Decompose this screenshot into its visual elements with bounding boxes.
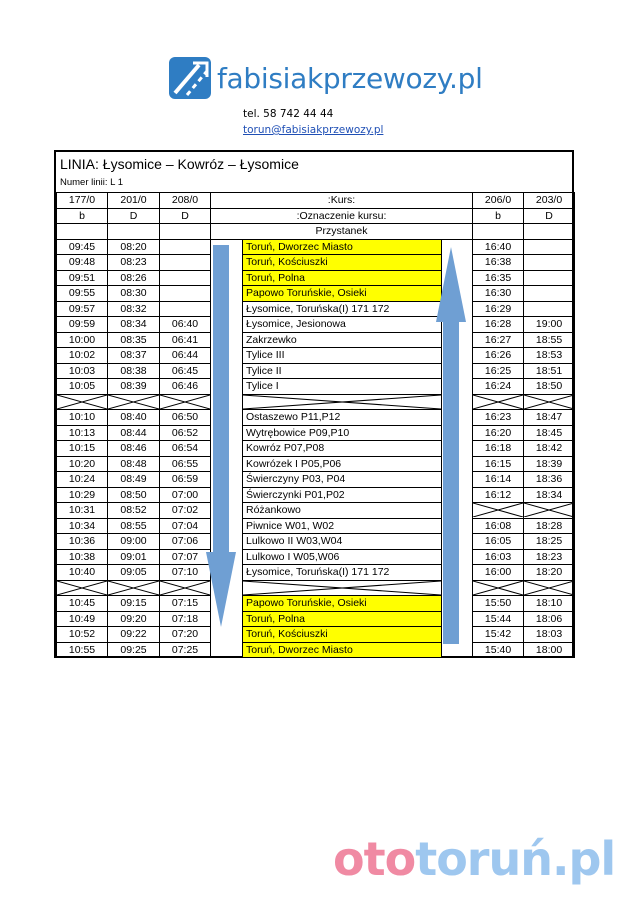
time-cell: 09:25 [108, 642, 160, 658]
table-row [57, 472, 575, 488]
time-cell: 10:34 [57, 518, 108, 534]
arrow-lane [211, 239, 243, 255]
stop-name: Łysomice, Toruńska(I) 171 172 [243, 565, 442, 581]
stop-name: Zakrzewko [243, 332, 442, 348]
stop-name: Toruń, Polna [243, 611, 442, 627]
arrow-lane [442, 348, 473, 364]
header-cell [473, 224, 524, 240]
time-cell [524, 239, 575, 255]
time-cell: 08:32 [108, 301, 160, 317]
arrow-lane [211, 286, 243, 302]
time-cell: 18:06 [524, 611, 575, 627]
time-cell: 08:50 [108, 487, 160, 503]
time-cell: 16:20 [473, 425, 524, 441]
arrow-lane [442, 596, 473, 612]
time-cell [160, 239, 211, 255]
table-row [57, 456, 575, 472]
arrow-lane [211, 611, 243, 627]
time-cell: 16:15 [473, 456, 524, 472]
header-row [57, 193, 575, 209]
arrow-lane [211, 456, 243, 472]
time-cell: 09:20 [108, 611, 160, 627]
time-cell: 09:55 [57, 286, 108, 302]
time-cell [160, 255, 211, 271]
table-row [57, 503, 575, 519]
time-cell: 07:10 [160, 565, 211, 581]
time-cell: 06:46 [160, 379, 211, 395]
contact-info [243, 106, 383, 138]
separator-row [57, 580, 575, 596]
time-cell: 10:29 [57, 487, 108, 503]
arrow-lane [442, 255, 473, 271]
separator-cell [108, 394, 160, 410]
arrow-lane [211, 363, 243, 379]
time-cell: 08:38 [108, 363, 160, 379]
table-row [57, 270, 575, 286]
time-cell: 08:49 [108, 472, 160, 488]
time-cell: 10:13 [57, 425, 108, 441]
time-cell: 16:00 [473, 565, 524, 581]
time-cell: 10:03 [57, 363, 108, 379]
table-row [57, 239, 575, 255]
stop-name: Łysomice, Jesionowa [243, 317, 442, 333]
time-cell: 15:44 [473, 611, 524, 627]
time-cell: 19:00 [524, 317, 575, 333]
time-cell: 15:50 [473, 596, 524, 612]
time-cell: 09:15 [108, 596, 160, 612]
time-cell: 16:08 [473, 518, 524, 534]
time-cell: 06:50 [160, 410, 211, 426]
header-cell: 201/0 [108, 193, 160, 209]
time-cell: 10:00 [57, 332, 108, 348]
separator-cell [524, 580, 575, 596]
time-cell: 07:15 [160, 596, 211, 612]
stop-name: Lulkowo II W03,W04 [243, 534, 442, 550]
time-cell: 18:39 [524, 456, 575, 472]
time-cell: 10:02 [57, 348, 108, 364]
separator-cell [57, 580, 108, 596]
time-cell: 18:28 [524, 518, 575, 534]
time-cell: 10:05 [57, 379, 108, 395]
brand-name: fabisiakprzewozy.pl [217, 61, 483, 95]
arrow-lane [442, 363, 473, 379]
header-row [57, 224, 575, 240]
table-row [57, 596, 575, 612]
time-cell: 16:18 [473, 441, 524, 457]
time-cell: 16:30 [473, 286, 524, 302]
arrow-lane [442, 286, 473, 302]
table-row [57, 255, 575, 271]
time-cell [524, 286, 575, 302]
separator-cell [473, 580, 524, 596]
watermark-part1: oto [333, 832, 416, 886]
stop-name: Kowrózek I P05,P06 [243, 456, 442, 472]
table-row [57, 332, 575, 348]
time-cell: 18:23 [524, 549, 575, 565]
separator-cell [160, 580, 211, 596]
header-cell: 206/0 [473, 193, 524, 209]
stop-name: Toruń, Kościuszki [243, 627, 442, 643]
arrow-lane [211, 565, 243, 581]
time-cell: 18:00 [524, 642, 575, 658]
arrow-lane [211, 410, 243, 426]
table-row [57, 363, 575, 379]
time-cell: 16:12 [473, 487, 524, 503]
arrow-lane [211, 627, 243, 643]
time-cell [160, 270, 211, 286]
stop-name: Łysomice, Toruńska(I) 171 172 [243, 301, 442, 317]
time-cell: 08:55 [108, 518, 160, 534]
arrow-lane [211, 642, 243, 658]
header-cell [108, 224, 160, 240]
time-cell: 07:18 [160, 611, 211, 627]
table-row [57, 534, 575, 550]
time-cell: 16:35 [473, 270, 524, 286]
road-logo-icon [169, 57, 211, 99]
time-cell: 06:59 [160, 472, 211, 488]
arrow-lane [442, 301, 473, 317]
time-cell: 10:49 [57, 611, 108, 627]
time-cell: 08:46 [108, 441, 160, 457]
time-cell: 16:25 [473, 363, 524, 379]
header-cell: D [160, 208, 211, 224]
arrow-lane [211, 270, 243, 286]
arrow-lane [442, 332, 473, 348]
arrow-lane [442, 518, 473, 534]
arrow-lane [442, 534, 473, 550]
watermark [333, 832, 616, 886]
time-cell: 10:45 [57, 596, 108, 612]
arrow-lane [211, 472, 243, 488]
arrow-lane [211, 441, 243, 457]
time-cell: 10:40 [57, 565, 108, 581]
arrow-lane [211, 425, 243, 441]
header-cell: b [57, 208, 108, 224]
stop-name: Papowo Toruńskie, Osieki [243, 596, 442, 612]
stop-name: Papowo Toruńskie, Osieki [243, 286, 442, 302]
arrow-lane [211, 348, 243, 364]
table-row [57, 410, 575, 426]
watermark-part2: toruń.pl [415, 832, 616, 886]
arrow-lane [442, 627, 473, 643]
time-cell: 18:50 [524, 379, 575, 395]
time-cell: 18:36 [524, 472, 575, 488]
arrow-lane [442, 441, 473, 457]
time-cell: 09:48 [57, 255, 108, 271]
time-cell: 18:42 [524, 441, 575, 457]
header-cell: 208/0 [160, 193, 211, 209]
timetable [54, 150, 574, 658]
table-row [57, 425, 575, 441]
time-cell [524, 270, 575, 286]
stop-name: Piwnice W01, W02 [243, 518, 442, 534]
header-cell: 177/0 [57, 193, 108, 209]
time-cell: 16:03 [473, 549, 524, 565]
header-cell-course: :Oznaczenie kursu: [211, 208, 473, 224]
time-cell: 08:23 [108, 255, 160, 271]
stop-name: Tylice III [243, 348, 442, 364]
email-link[interactable]: torun@fabisiakprzewozy.pl [243, 124, 384, 136]
time-cell: 09:00 [108, 534, 160, 550]
time-cell: 08:20 [108, 239, 160, 255]
time-cell: 07:25 [160, 642, 211, 658]
arrow-lane [211, 534, 243, 550]
time-cell: 08:39 [108, 379, 160, 395]
arrow-lane [211, 487, 243, 503]
time-cell: 09:57 [57, 301, 108, 317]
time-cell: 16:28 [473, 317, 524, 333]
time-cell: 16:14 [473, 472, 524, 488]
time-cell: 10:38 [57, 549, 108, 565]
header-cell: 203/0 [524, 193, 575, 209]
stop-name: Świerczynki P01,P02 [243, 487, 442, 503]
time-cell [160, 301, 211, 317]
separator-cell [57, 394, 108, 410]
arrow-lane [442, 425, 473, 441]
brand-logo [169, 56, 483, 100]
time-cell: 06:40 [160, 317, 211, 333]
arrow-lane [211, 503, 243, 519]
time-cell: 07:00 [160, 487, 211, 503]
line-title: LINIA: Łysomice – Kowróz – Łysomice [60, 156, 299, 172]
time-cell: 18:51 [524, 363, 575, 379]
time-cell: 16:29 [473, 301, 524, 317]
time-cell: 09:51 [57, 270, 108, 286]
time-cell: 16:27 [473, 332, 524, 348]
time-cell: 08:35 [108, 332, 160, 348]
header-cell-course: Przystanek [211, 224, 473, 240]
arrow-lane [211, 379, 243, 395]
arrow-lane [211, 596, 243, 612]
separator-row [57, 394, 575, 410]
time-cell: 06:44 [160, 348, 211, 364]
time-cell: 07:06 [160, 534, 211, 550]
table-row [57, 518, 575, 534]
time-cell: 18:10 [524, 596, 575, 612]
time-cell: 09:45 [57, 239, 108, 255]
stop-name: Tylice I [243, 379, 442, 395]
arrow-lane [211, 317, 243, 333]
time-cell: 15:40 [473, 642, 524, 658]
time-cell: 08:52 [108, 503, 160, 519]
time-cell [524, 255, 575, 271]
time-cell: 09:01 [108, 549, 160, 565]
time-cell: 10:31 [57, 503, 108, 519]
line-number: Numer linii: L 1 [60, 177, 124, 188]
table-row [57, 379, 575, 395]
time-cell: 06:55 [160, 456, 211, 472]
separator-cell [243, 580, 442, 596]
arrow-lane [211, 518, 243, 534]
time-cell: 07:07 [160, 549, 211, 565]
time-cell [160, 286, 211, 302]
separator-cell [524, 394, 575, 410]
time-cell: 18:53 [524, 348, 575, 364]
time-cell: 09:05 [108, 565, 160, 581]
time-cell: 18:34 [524, 487, 575, 503]
arrow-lane [211, 255, 243, 271]
time-cell [524, 301, 575, 317]
stop-name: Toruń, Kościuszki [243, 255, 442, 271]
arrow-lane [211, 301, 243, 317]
stop-name: Kowróz P07,P08 [243, 441, 442, 457]
time-cell: 15:42 [473, 627, 524, 643]
time-cell: 06:41 [160, 332, 211, 348]
stop-name: Różankowo [243, 503, 442, 519]
time-cell: 10:20 [57, 456, 108, 472]
table-row [57, 549, 575, 565]
table-row [57, 565, 575, 581]
header-cell: D [524, 208, 575, 224]
time-cell: 08:40 [108, 410, 160, 426]
table-row [57, 348, 575, 364]
time-cell: 08:26 [108, 270, 160, 286]
header-cell: D [108, 208, 160, 224]
time-cell: 10:36 [57, 534, 108, 550]
table-row [57, 642, 575, 658]
time-cell: 09:59 [57, 317, 108, 333]
table-row [57, 317, 575, 333]
time-cell: 10:10 [57, 410, 108, 426]
time-cell: 16:38 [473, 255, 524, 271]
time-cell: 08:30 [108, 286, 160, 302]
arrow-lane [442, 456, 473, 472]
arrow-lane [442, 270, 473, 286]
arrow-lane [442, 565, 473, 581]
time-cell: 18:25 [524, 534, 575, 550]
separator-cell [473, 394, 524, 410]
arrow-lane [442, 642, 473, 658]
table-row [57, 301, 575, 317]
time-cell: 07:02 [160, 503, 211, 519]
table-row [57, 611, 575, 627]
header-cell [57, 224, 108, 240]
time-cell: 10:55 [57, 642, 108, 658]
time-cell: 10:52 [57, 627, 108, 643]
stop-name: Toruń, Dworzec Miasto [243, 239, 442, 255]
time-cell: 06:54 [160, 441, 211, 457]
time-cell: 16:23 [473, 410, 524, 426]
separator-cell [160, 394, 211, 410]
separator-cell [243, 394, 442, 410]
table-row [57, 487, 575, 503]
arrow-lane [442, 317, 473, 333]
time-cell: 18:20 [524, 565, 575, 581]
phone-number: tel. 58 742 44 44 [243, 108, 334, 120]
separator-cell [211, 394, 243, 410]
time-cell [473, 503, 524, 519]
header-cell: b [473, 208, 524, 224]
table-row [57, 627, 575, 643]
arrow-lane [211, 332, 243, 348]
separator-cell [442, 394, 473, 410]
time-cell: 07:04 [160, 518, 211, 534]
time-cell: 08:48 [108, 456, 160, 472]
time-cell: 16:24 [473, 379, 524, 395]
stop-name: Wytrębowice P09,P10 [243, 425, 442, 441]
header-row [57, 208, 575, 224]
table-row [57, 441, 575, 457]
time-cell: 16:05 [473, 534, 524, 550]
time-cell: 08:44 [108, 425, 160, 441]
arrow-lane [442, 472, 473, 488]
time-cell: 18:47 [524, 410, 575, 426]
arrow-lane [211, 549, 243, 565]
separator-cell [211, 580, 243, 596]
arrow-lane [442, 239, 473, 255]
time-cell: 10:24 [57, 472, 108, 488]
arrow-lane [442, 549, 473, 565]
timetable-grid [56, 192, 575, 658]
time-cell: 07:20 [160, 627, 211, 643]
time-cell: 08:37 [108, 348, 160, 364]
time-cell: 18:45 [524, 425, 575, 441]
arrow-lane [442, 487, 473, 503]
arrow-lane [442, 503, 473, 519]
stop-name: Tylice II [243, 363, 442, 379]
time-cell: 10:15 [57, 441, 108, 457]
stop-name: Ostaszewo P11,P12 [243, 410, 442, 426]
arrow-lane [442, 379, 473, 395]
header-cell-course: :Kurs: [211, 193, 473, 209]
separator-cell [108, 580, 160, 596]
arrow-lane [442, 611, 473, 627]
header-cell [160, 224, 211, 240]
header-cell [524, 224, 575, 240]
separator-cell [442, 580, 473, 596]
time-cell: 06:45 [160, 363, 211, 379]
arrow-lane [442, 410, 473, 426]
time-cell: 18:03 [524, 627, 575, 643]
time-cell: 06:52 [160, 425, 211, 441]
time-cell: 16:40 [473, 239, 524, 255]
time-cell: 09:22 [108, 627, 160, 643]
stop-name: Lulkowo I W05,W06 [243, 549, 442, 565]
stop-name: Toruń, Polna [243, 270, 442, 286]
stop-name: Toruń, Dworzec Miasto [243, 642, 442, 658]
time-cell: 08:34 [108, 317, 160, 333]
time-cell [524, 503, 575, 519]
time-cell: 18:55 [524, 332, 575, 348]
stop-name: Świerczyny P03, P04 [243, 472, 442, 488]
time-cell: 16:26 [473, 348, 524, 364]
table-row [57, 286, 575, 302]
